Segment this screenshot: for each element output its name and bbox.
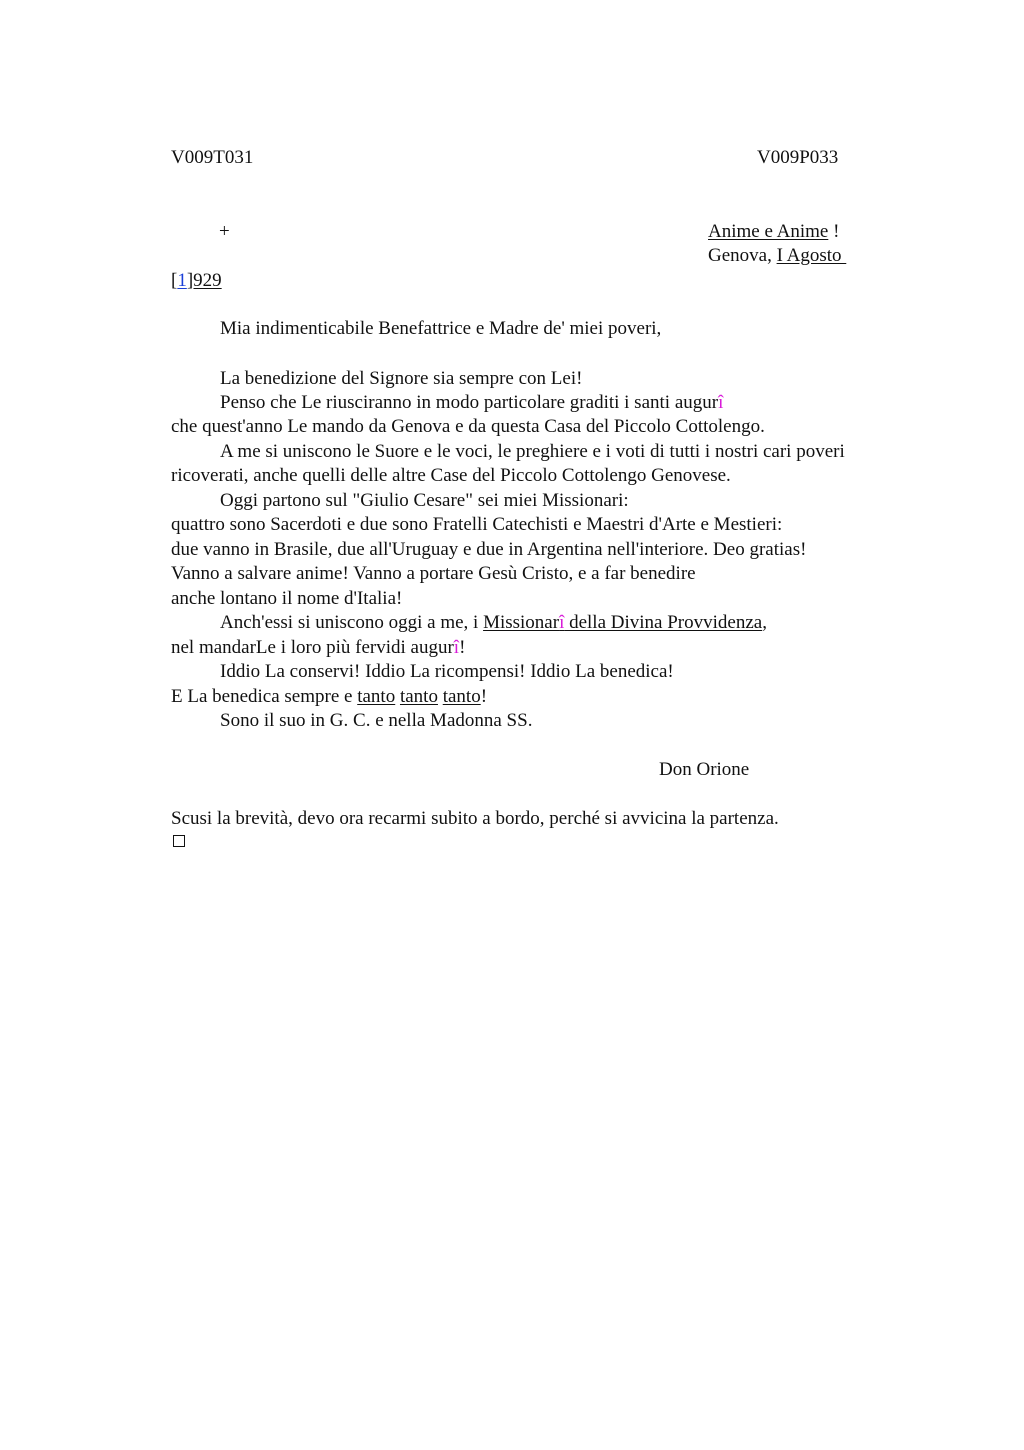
body-line-4: A me si uniscono le Suore e le voci, le preghiere e i voti di tutti i nostri cari poveri [220, 441, 845, 462]
body-line-7: quattro sono Sacerdoti e due sono Fratelli Catechisti e Maestri d'Arte e Mestieri: [171, 514, 783, 535]
signature: Don Orione [659, 759, 750, 780]
date-text: I Agosto [776, 245, 847, 266]
underlined-word: tanto [357, 686, 396, 707]
body-line-2 [220, 391, 723, 416]
body-line-8: due vanno in Brasile, due all'Uruguay e due in Argentina nell'interiore. Deo gratias! [171, 539, 807, 560]
year-rest: ]929 [186, 270, 222, 291]
salutation: Mia indimenticabile Benefattrice e Madre de' miei poveri, [220, 318, 662, 339]
body-line-1: La benedizione del Signore sia sempre con Lei! [220, 368, 583, 389]
year-bracket-open: [ [171, 270, 178, 291]
body-line-6: Oggi partono sul "Giulio Cesare" sei miei Missionari: [220, 490, 629, 511]
annotation-mark: î [559, 612, 565, 633]
motto-tail: ! [828, 221, 840, 242]
year-line [171, 269, 222, 294]
postscript: Scusi la brevità, devo ora recarmi subito a bordo, perché si avvicina la partenza. [171, 808, 779, 829]
body-text: Anch'essi si uniscono oggi a me, i [220, 612, 484, 633]
motto-text: Anime e Anime [708, 221, 829, 242]
place-date [708, 244, 846, 269]
document-code-left: V009T031 [171, 147, 254, 168]
body-line-12 [171, 636, 465, 661]
place-text: Genova, [708, 245, 777, 266]
underlined-word: tanto [442, 686, 481, 707]
underlined-part: della Divina Provvidenza [564, 612, 763, 633]
motto [708, 220, 839, 245]
annotation-mark: î [718, 392, 724, 413]
body-text: ! [459, 637, 466, 658]
body-line-14 [171, 685, 487, 710]
underlined-word: tanto [399, 686, 438, 707]
body-text: nel mandarLe i loro più fervidi augur [171, 637, 454, 658]
checkbox-square-icon [173, 835, 185, 847]
document-code-right: V009P033 [757, 147, 839, 168]
annotation-mark: î [453, 637, 460, 658]
body-line-10: anche lontano il nome d'Italia! [171, 588, 403, 609]
body-line-13: Iddio La conservi! Iddio La ricompensi! Iddio La benedica! [220, 661, 674, 682]
body-text: E La benedica sempre e [171, 686, 358, 707]
body-text: ! [480, 686, 488, 707]
body-line-5: ricoverati, anche quelli delle altre Case del Piccolo Cottolengo Genovese. [171, 465, 731, 486]
underlined-text [483, 612, 762, 633]
body-line-3: che quest'anno Le mando da Genova e da questa Casa del Piccolo Cottolengo. [171, 416, 765, 437]
body-text: , [762, 612, 767, 633]
body-line-15: Sono il suo in G. C. e nella Madonna SS. [220, 710, 533, 731]
body-text: Penso che Le riusciranno in modo particolare graditi i santi augur [220, 392, 719, 413]
footnote-link[interactable]: 1 [177, 270, 187, 291]
body-line-11 [220, 611, 767, 636]
body-line-9: Vanno a salvare anime! Vanno a portare Gesù Cristo, e a far benedire [171, 563, 696, 584]
cross-symbol: + [219, 221, 230, 242]
underlined-part: Missionar [483, 612, 560, 633]
